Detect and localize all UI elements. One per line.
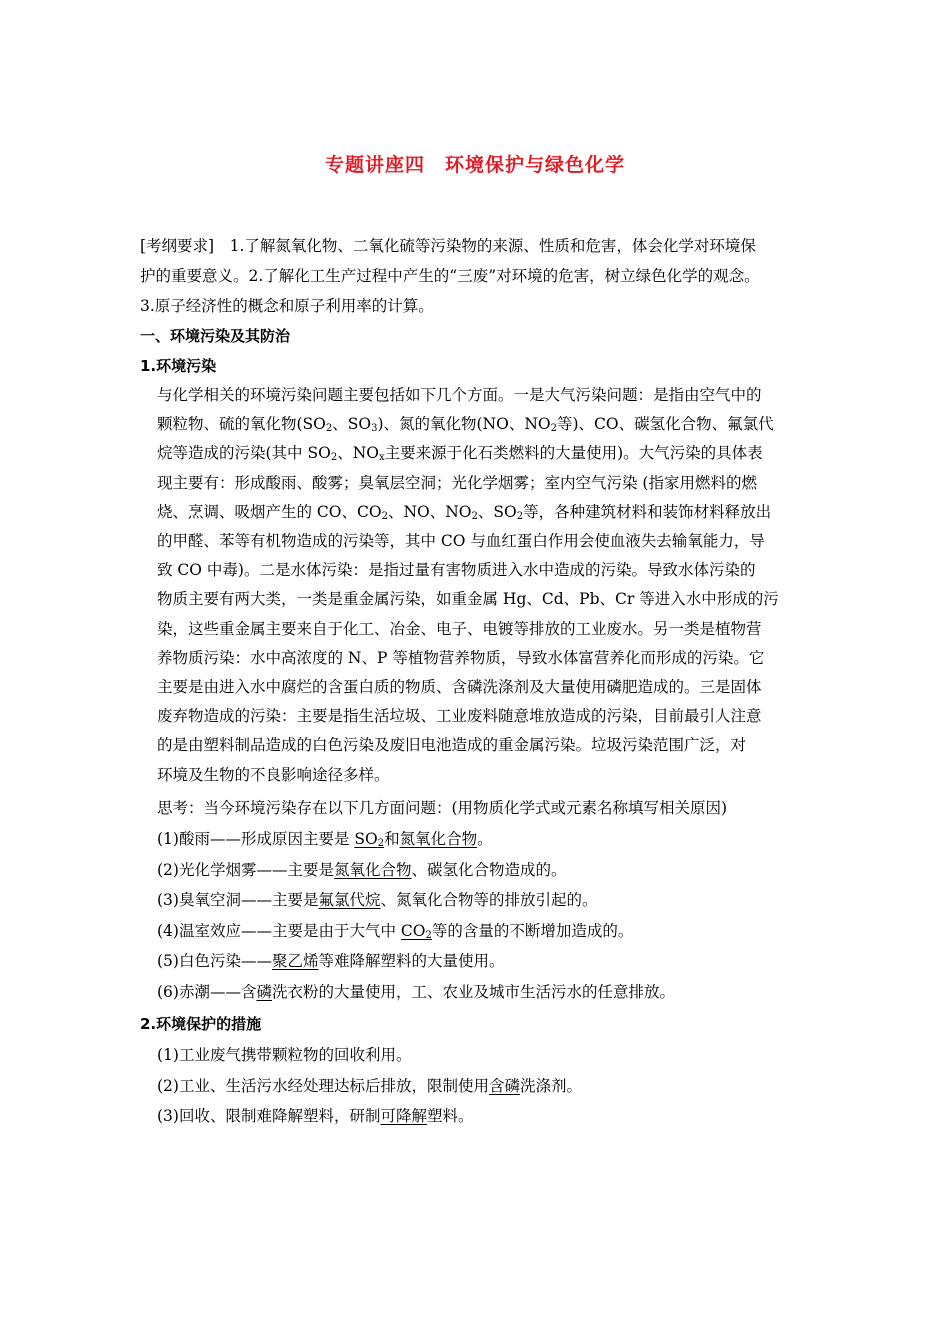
section-heading: 一、环境污染及其防治 bbox=[140, 327, 291, 345]
paragraph-line: 烧、烹调、吸烟产生的 CO、$CO_2$、NO、$NO_2$、$SO_2$等，各种建筑材料和装饰材料释放出 bbox=[157, 502, 772, 522]
page-title: 专题讲座四 环境保护与绿色化学 bbox=[324, 154, 625, 176]
outline-line-2: 护的重要意义。2.了解化工生产过程中产生的“三废”对环境的危害，树立绿色化学的观念。 bbox=[140, 267, 760, 285]
outline-line-1: [考纲要求] 1.了解氮氧化物、二氧化硫等污染物的来源、性质和危害，体会化学对环境保 bbox=[140, 237, 756, 255]
answer-blank: 聚乙烯 bbox=[271, 952, 319, 970]
subscript: 2 bbox=[550, 423, 557, 435]
subscript: x bbox=[378, 452, 385, 464]
paragraph-line: 的甲醛、苯等有机物造成的污染等，其中 CO 与血红蛋白作用会使血液失去输氧能力，导 bbox=[157, 532, 765, 550]
subscript: 2 bbox=[325, 423, 333, 435]
answer-blank: 氮氧化合物 bbox=[333, 860, 412, 879]
subscript: 2 bbox=[377, 838, 385, 849]
subscript: 2 bbox=[425, 929, 432, 941]
subscript: 2 bbox=[516, 510, 524, 522]
outline-line-3: 3.原子经济性的概念和原子利用率的计算。 bbox=[140, 297, 434, 315]
paragraph-line: 与化学相关的环境污染问题主要包括如下几个方面。一是大气污染问题：是指由空气中的 bbox=[157, 386, 762, 404]
subscript: 3 bbox=[371, 423, 378, 435]
think-prompt: 思考：当今环境污染存在以下几方面问题：(用物质化学式或元素名称填写相关原因) bbox=[157, 799, 728, 817]
paragraph-line: 的是由塑料制品造成的白色污染及废旧电池造成的重金属污染。垃圾污染范围广泛，对 bbox=[157, 736, 747, 755]
subscript: 2 bbox=[471, 510, 478, 522]
paragraph-line: 物质主要有两大类，一类是重金属污染，如重金属 Hg、Cd、Pb、Cr 等进入水中形成的污 bbox=[157, 590, 779, 609]
paragraph-line: 致 CO 中毒)。二是水体污染：是指过量有害物质进入水中造成的污染。导致水体污染的 bbox=[157, 561, 756, 580]
cause-item: (6)赤潮——含磷洗衣粉的大量使用，工、农业及城市生活污水的任意排放。 bbox=[157, 982, 675, 1001]
cause-item: (4)温室效应——主要是由于大气中 $CO_2$等的含量的不断增加造成的。 bbox=[157, 921, 634, 941]
measure-item: (2)工业、生活污水经处理达标后排放，限制使用含磷洗涤剂。 bbox=[157, 1076, 582, 1095]
cause-item: (3)臭氧空洞——主要是氟氯代烷、氮氧化合物等的排放引起的。 bbox=[157, 891, 598, 909]
cause-item: (5)白色污染——聚乙烯等难降解塑料的大量使用。 bbox=[157, 952, 505, 970]
answer-blank: 含磷 bbox=[488, 1076, 520, 1095]
paragraph-line: 现主要有：形成酸雨、酸雾；臭氧层空洞；光化学烟雾；室内空气污染 (指家用燃料的燃 bbox=[157, 473, 757, 492]
answer-blank: $CO_2$ bbox=[400, 921, 432, 941]
cause-item: (1)酸雨——形成原因主要是 $SO_2$和氮氧化合物。 bbox=[157, 830, 493, 849]
measure-item: (1)工业废气携带颗粒物的回收利用。 bbox=[157, 1046, 412, 1064]
measure-item: (3)回收、限制难降解塑料，研制可降解塑料。 bbox=[157, 1107, 474, 1125]
paragraph-line: 养物质污染：水中高浓度的 N、P 等植物营养物质，导致水体富营养化而形成的污染。它 bbox=[157, 648, 765, 667]
paragraph-line: 环境及生物的不良影响途径多样。 bbox=[157, 765, 390, 784]
subsection-heading-2: 2.环境保护的措施 bbox=[140, 1015, 262, 1033]
subsection-heading-1: 1.环境污染 bbox=[140, 357, 217, 375]
subscript: 2 bbox=[330, 452, 338, 464]
answer-blank: 氟氯代烷 bbox=[318, 891, 381, 909]
answer-blank: 磷 bbox=[256, 982, 272, 1001]
cause-item: (2)光化学烟雾——主要是氮氧化合物、碳氢化合物造成的。 bbox=[157, 860, 567, 879]
answer-blank: 氮氧化合物 bbox=[399, 830, 478, 848]
paragraph-line: 主要是由进入水中腐烂的含蛋白质的物质、含磷洗涤剂及大量使用磷肥造成的。三是固体 bbox=[157, 678, 762, 696]
paragraph-line: 烷等造成的污染(其中 $SO_2$、$NO_x$主要来源于化石类燃料的大量使用)。大气污染的具体表 bbox=[157, 444, 763, 464]
paragraph-line: 染，这些重金属主要来自于化工、冶金、电子、电镀等排放的工业废水。另一类是植物营 bbox=[157, 619, 762, 638]
paragraph-line: 废弃物造成的污染：主要是指生活垃圾、工业废料随意堆放造成的污染，目前最引人注意 bbox=[157, 707, 762, 726]
subscript: 2 bbox=[381, 510, 388, 522]
paragraph-line: 颗粒物、硫的氧化物($SO_2$、$SO_3$)、氮的氧化物(NO、$NO_2$等)、CO、碳氢化合物、氟氯代 bbox=[157, 415, 774, 435]
answer-blank: $SO_2$ bbox=[354, 830, 385, 849]
answer-blank: 可降解 bbox=[380, 1107, 427, 1125]
